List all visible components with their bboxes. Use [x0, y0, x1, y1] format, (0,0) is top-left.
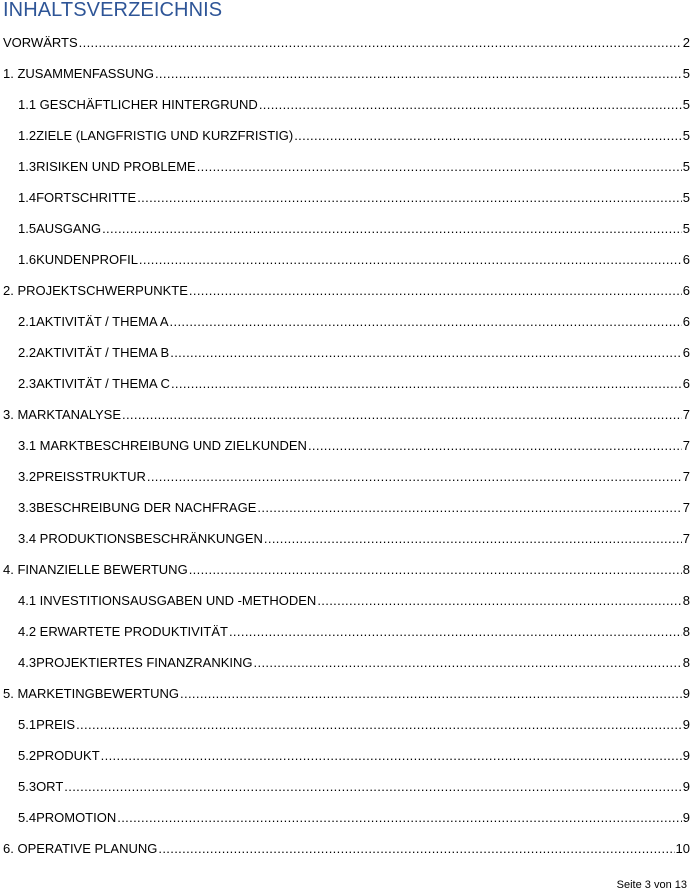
- toc-dot-leader: [308, 430, 682, 461]
- toc-dot-leader: [189, 275, 682, 306]
- toc-entry[interactable]: [0, 740, 690, 771]
- toc-entry-title: 1.5AUSGANG: [18, 221, 102, 236]
- toc-entry[interactable]: [0, 368, 690, 399]
- toc-entry-title: 1.3RISIKEN UND PROBLEME: [18, 159, 196, 174]
- toc-entry-title: 2.1AKTIVITÄT / THEMA A: [18, 314, 169, 329]
- toc-entry[interactable]: [0, 647, 690, 678]
- toc-entry[interactable]: [0, 399, 690, 430]
- toc-dot-leader: [229, 616, 682, 647]
- toc-dot-leader: [158, 833, 674, 864]
- toc-dot-leader: [189, 554, 682, 585]
- toc-entry[interactable]: [0, 461, 690, 492]
- toc-entry-page-number: 8: [682, 593, 690, 608]
- toc-entry-title: 1.4FORTSCHRITTE: [18, 190, 137, 205]
- toc-entry[interactable]: [0, 802, 690, 833]
- toc-entry-page-number: 5: [682, 66, 690, 81]
- toc-entry-page-number: 7: [682, 407, 690, 422]
- toc-dot-leader: [170, 306, 682, 337]
- toc-entry-title: 5.4PROMOTION: [18, 810, 117, 825]
- toc-entry-page-number: 7: [682, 438, 690, 453]
- toc-entry-page-number: 7: [682, 469, 690, 484]
- toc-dot-leader: [180, 678, 682, 709]
- toc-dot-leader: [171, 368, 682, 399]
- toc-entry-page-number: 8: [682, 655, 690, 670]
- toc-dot-leader: [139, 244, 682, 275]
- toc-entry[interactable]: [0, 120, 690, 151]
- toc-entry[interactable]: [0, 616, 690, 647]
- toc-entry-title: 1.1 GESCHÄFTLICHER HINTERGRUND: [18, 97, 258, 112]
- toc-entry[interactable]: [0, 771, 690, 802]
- toc-entry-page-number: 5: [682, 221, 690, 236]
- toc-dot-leader: [64, 771, 681, 802]
- toc-entry-page-number: 6: [682, 345, 690, 360]
- toc-dot-leader: [102, 213, 682, 244]
- toc-entry-page-number: 5: [682, 97, 690, 112]
- toc-entry-page-number: 5: [682, 128, 690, 143]
- toc-entry-page-number: 9: [682, 686, 690, 701]
- toc-dot-leader: [79, 27, 682, 58]
- page-number-footer: Seite 3 von 13: [616, 879, 687, 891]
- toc-entry-title: 4.2 ERWARTETE PRODUKTIVITÄT: [18, 624, 228, 639]
- toc-entry[interactable]: [0, 244, 690, 275]
- toc-entry[interactable]: [0, 213, 690, 244]
- toc-entry-page-number: 9: [682, 748, 690, 763]
- toc-dot-leader: [147, 461, 682, 492]
- toc-dot-leader: [294, 120, 682, 151]
- toc-entry-page-number: 8: [682, 624, 690, 639]
- toc-dot-leader: [117, 802, 682, 833]
- toc-entry-title: 2.2AKTIVITÄT / THEMA B: [18, 345, 170, 360]
- toc-entry[interactable]: [0, 554, 690, 585]
- toc-dot-leader: [317, 585, 681, 616]
- toc-entry[interactable]: [0, 306, 690, 337]
- toc-dot-leader: [259, 89, 682, 120]
- toc-entry-page-number: 8: [682, 562, 690, 577]
- toc-entry[interactable]: [0, 833, 690, 864]
- toc-entry[interactable]: [0, 275, 690, 306]
- toc-dot-leader: [170, 337, 682, 368]
- toc-dot-leader: [264, 523, 682, 554]
- toc-entry-title: 4.1 INVESTITIONSAUSGABEN UND -METHODEN: [18, 593, 317, 608]
- toc-entry[interactable]: [0, 492, 690, 523]
- toc-entry-title: 3. MARKTANALYSE: [3, 407, 121, 422]
- toc-entry-title: 4. FINANZIELLE BEWERTUNG: [3, 562, 188, 577]
- toc-entry-page-number: 6: [682, 376, 690, 391]
- toc-entry-title: 2.3AKTIVITÄT / THEMA C: [18, 376, 170, 391]
- toc-entry[interactable]: [0, 182, 690, 213]
- toc-entry-title: 5.1PREIS: [18, 717, 76, 732]
- toc-entry-title: 2. PROJEKTSCHWERPUNKTE: [3, 283, 188, 298]
- toc-dot-leader: [137, 182, 682, 213]
- toc-entry-title: 3.2PREISSTRUKTUR: [18, 469, 146, 484]
- toc-entry[interactable]: [0, 337, 690, 368]
- toc-entry-title: 3.3BESCHREIBUNG DER NACHFRAGE: [18, 500, 257, 515]
- toc-entry[interactable]: [0, 523, 690, 554]
- toc-entry[interactable]: [0, 151, 690, 182]
- toc-dot-leader: [76, 709, 682, 740]
- toc-entry[interactable]: [0, 89, 690, 120]
- toc-entry-title: 1.2ZIELE (LANGFRISTIG UND KURZFRISTIG): [18, 128, 294, 143]
- toc-entry-title: 3.4 PRODUKTIONSBESCHRÄNKUNGEN: [18, 531, 263, 546]
- toc-entry-title: 5. MARKETINGBEWERTUNG: [3, 686, 180, 701]
- toc-entry[interactable]: [0, 27, 690, 58]
- toc-dot-leader: [122, 399, 682, 430]
- toc-entry-page-number: 6: [682, 283, 690, 298]
- toc-dot-leader: [257, 492, 681, 523]
- page-title: INHALTSVERZEICHNIS: [3, 0, 223, 21]
- toc-entry[interactable]: [0, 430, 690, 461]
- toc-entry-title: VORWÄRTS: [3, 35, 78, 50]
- toc-entry-page-number: 6: [682, 252, 690, 267]
- toc-entry-page-number: 9: [682, 717, 690, 732]
- toc-entry-page-number: 6: [682, 314, 690, 329]
- toc-entry-title: 4.3PROJEKTIERTES FINANZRANKING: [18, 655, 253, 670]
- table-of-contents: [0, 27, 690, 864]
- toc-entry[interactable]: [0, 58, 690, 89]
- toc-entry-page-number: 7: [682, 500, 690, 515]
- toc-entry-page-number: 9: [682, 779, 690, 794]
- toc-entry-title: 1.6KUNDENPROFIL: [18, 252, 138, 267]
- toc-entry-title: 1. ZUSAMMENFASSUNG: [3, 66, 154, 81]
- toc-entry-page-number: 2: [682, 35, 690, 50]
- toc-entry-title: 6. OPERATIVE PLANUNG: [3, 841, 158, 856]
- toc-entry-page-number: 7: [682, 531, 690, 546]
- toc-entry-page-number: 5: [682, 159, 690, 174]
- toc-dot-leader: [254, 647, 682, 678]
- toc-entry-page-number: 9: [682, 810, 690, 825]
- toc-entry-page-number: 5: [682, 190, 690, 205]
- toc-entry-page-number: 10: [675, 841, 690, 856]
- toc-entry[interactable]: [0, 709, 690, 740]
- toc-entry[interactable]: [0, 678, 690, 709]
- toc-entry-title: 5.3ORT: [18, 779, 64, 794]
- toc-entry[interactable]: [0, 585, 690, 616]
- toc-dot-leader: [155, 58, 682, 89]
- toc-dot-leader: [197, 151, 682, 182]
- toc-entry-title: 5.2PRODUKT: [18, 748, 100, 763]
- toc-entry-title: 3.1 MARKTBESCHREIBUNG UND ZIELKUNDEN: [18, 438, 307, 453]
- toc-dot-leader: [101, 740, 682, 771]
